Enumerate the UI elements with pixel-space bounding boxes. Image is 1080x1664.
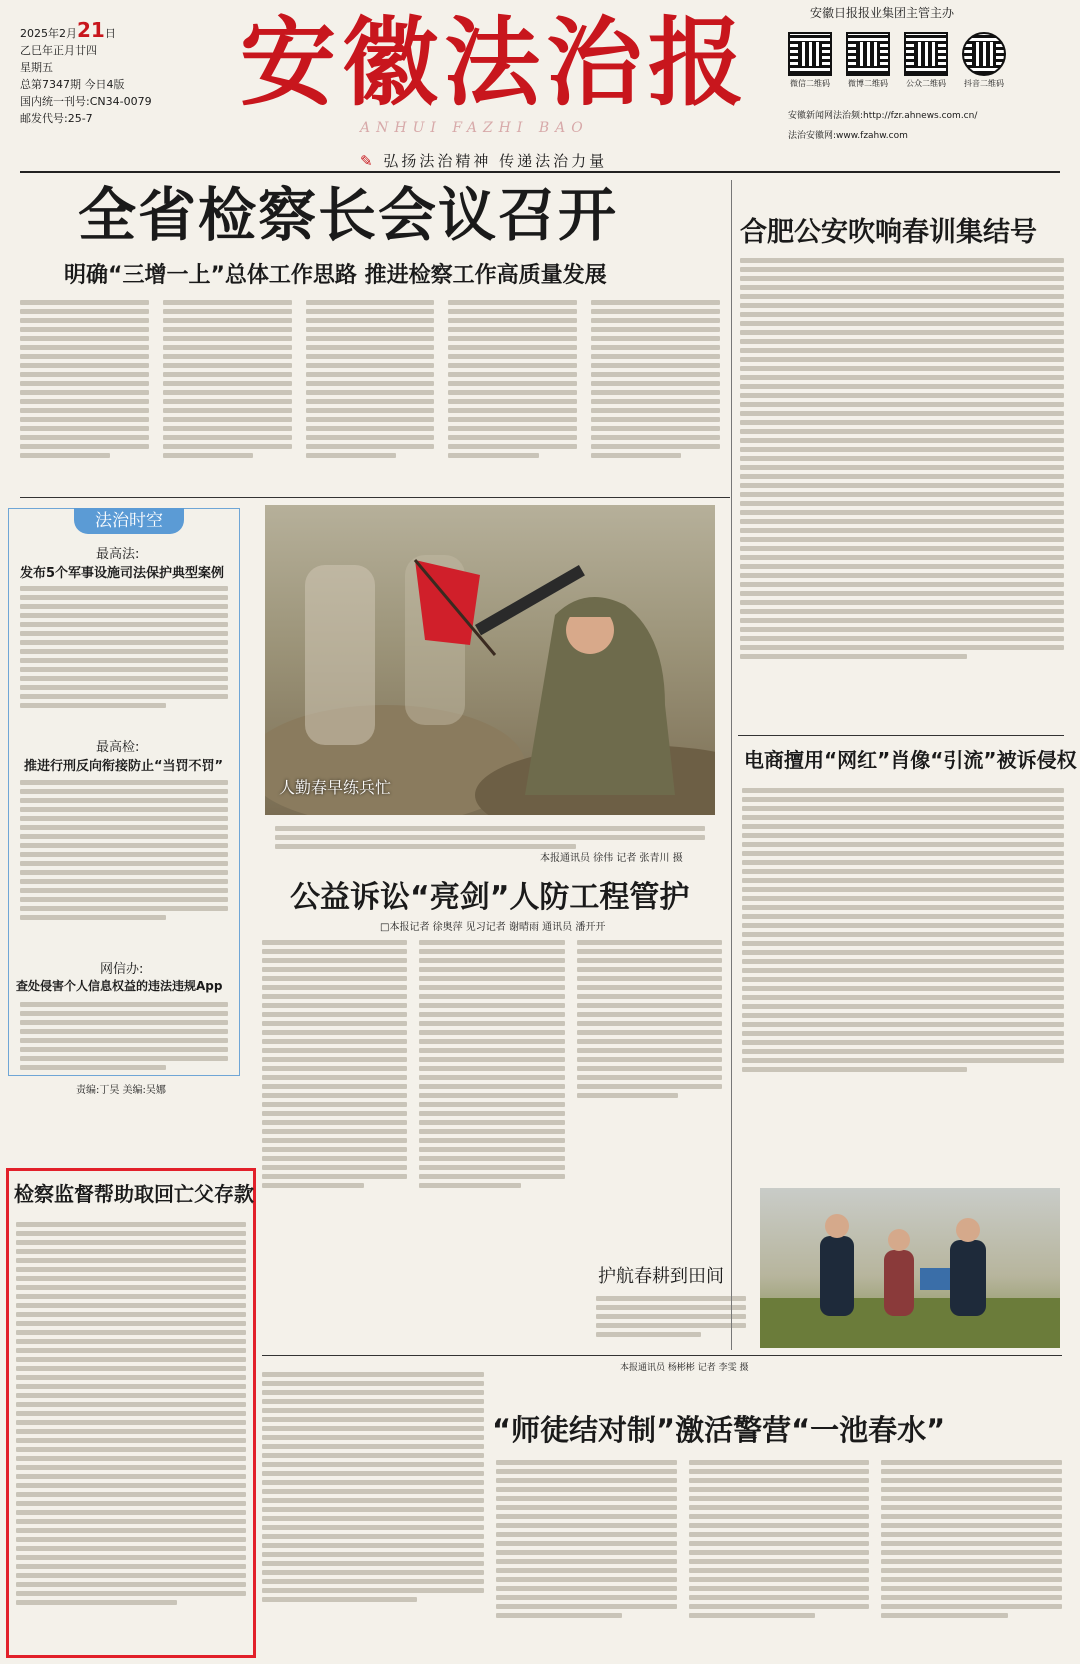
qr-douyin[interactable]: 抖音二维码 [962, 32, 1006, 89]
issue-number: 总第7347期 今日4版 [20, 78, 125, 91]
bottom-col-3 [881, 1456, 1062, 1656]
weekday: 星期五 [20, 61, 53, 74]
newspaper-title: 安徽法治报 [240, 6, 750, 119]
divider-right-top [738, 735, 1064, 736]
lead-subhead: 明确“三增一上”总体工作思路 推进检察工作高质量发展 [64, 263, 607, 288]
right-mid-headline: 电商擅用“网红”肖像“引流”被诉侵权 [744, 748, 1077, 772]
lunar-date: 乙巳年正月廿四 [20, 44, 97, 57]
mid-col-3 [577, 936, 722, 1236]
lead-headline: 全省检察长会议召开 [78, 181, 619, 249]
right-mid-body [742, 784, 1064, 1076]
bottom-col-2 [689, 1456, 870, 1656]
divider-vertical-right [731, 180, 732, 1350]
lead-col-4 [448, 296, 577, 492]
sidebar-editor: 责编:丁昊 美编:吴娜 [76, 1085, 166, 1096]
sponsor-text: 安徽日报报业集团主管主办 [810, 6, 955, 20]
qr-wechat[interactable]: 微信二维码 [788, 32, 832, 89]
lead-col-3 [306, 296, 435, 492]
date-line: 2025年2月21日 [20, 18, 116, 42]
photo-credit: 本报通讯员 徐伟 记者 张青川 摄 [540, 853, 683, 864]
sidebar-item1-body [20, 582, 228, 712]
farm-photo [760, 1188, 1060, 1348]
bottom-left-body [262, 1368, 484, 1606]
newspaper-pinyin: ANHUI FAZHI BAO [360, 120, 589, 136]
farm-caption [596, 1292, 746, 1341]
sidebar-item3-kicker: 网信办: [100, 962, 144, 977]
highlight-headline: 检察监督帮助取回亡父存款 [14, 1182, 254, 1206]
bottom-body [496, 1456, 1062, 1656]
site-link-2[interactable]: 法治安徽网:www.fzahw.com [788, 131, 908, 141]
sidebar-item1-title: 发布5个军事设施司法保护典型案例 [20, 566, 225, 581]
site-link-1[interactable]: 安徽新闻网法治频:http://fzr.ahnews.com.cn/ [788, 111, 978, 121]
photo-caption-tag: 人勤春早练兵忙 [279, 778, 392, 797]
post-code: 邮发代号:25-7 [20, 112, 93, 125]
masthead-meta [20, 18, 210, 127]
slogan-icon: ✎ [360, 152, 376, 170]
soldiers-illustration [265, 505, 715, 815]
qr-public[interactable]: 公众二维码 [904, 32, 948, 89]
police-farmers-illustration [760, 1188, 1060, 1348]
mid-col-2 [419, 936, 564, 1236]
slogan-text: 弘扬法治精神 传递法治力量 [383, 152, 608, 170]
main-photo [265, 505, 715, 815]
right-top-col [740, 254, 1064, 732]
mid-col-1 [262, 936, 407, 1236]
lead-col-1 [20, 296, 149, 492]
slogan-bar [360, 150, 607, 171]
right-top-body [740, 254, 1064, 732]
sidebar-item1-kicker: 最高法: [96, 547, 140, 562]
lead-col-5 [591, 296, 720, 492]
farm-title: 护航春耕到田间 [598, 1266, 724, 1287]
divider-mid-bottom [262, 1355, 1062, 1356]
bottom-headline: “师徒结对制”激活警营“一池春水” [492, 1413, 946, 1447]
masthead-rule [20, 171, 1060, 173]
sidebar-item2-title: 推进行刑反向衔接防止“当罚不罚” [24, 759, 224, 774]
mid-byline: □本报记者 徐奥萍 见习记者 谢晴雨 通讯员 潘开开 [380, 922, 606, 933]
lead-col-2 [163, 296, 292, 492]
right-top-headline: 合肥公安吹响春训集结号 [740, 217, 1037, 248]
qr-weibo[interactable]: 微博二维码 [846, 32, 890, 89]
sidebar-item2-body [20, 776, 228, 924]
farm-credit: 本报通讯员 杨彬彬 记者 李雯 摄 [620, 1363, 749, 1373]
cn-number: 国内统一刊号:CN34-0079 [20, 95, 152, 108]
highlight-body [16, 1218, 246, 1609]
sidebar-item2-kicker: 最高检: [96, 740, 140, 755]
mid-body [262, 936, 722, 1236]
mid-headline: 公益诉讼“亮剑”人防工程管护 [290, 880, 690, 915]
sidebar-item3-body [20, 998, 228, 1074]
divider-lead-bottom [20, 497, 730, 498]
lead-body [20, 296, 720, 492]
qr-row [788, 32, 1006, 89]
sidebar-tag: 法治时空 [74, 508, 184, 534]
bottom-col-1 [496, 1456, 677, 1656]
sidebar-item3-title: 查处侵害个人信息权益的违法违规App [16, 979, 223, 993]
